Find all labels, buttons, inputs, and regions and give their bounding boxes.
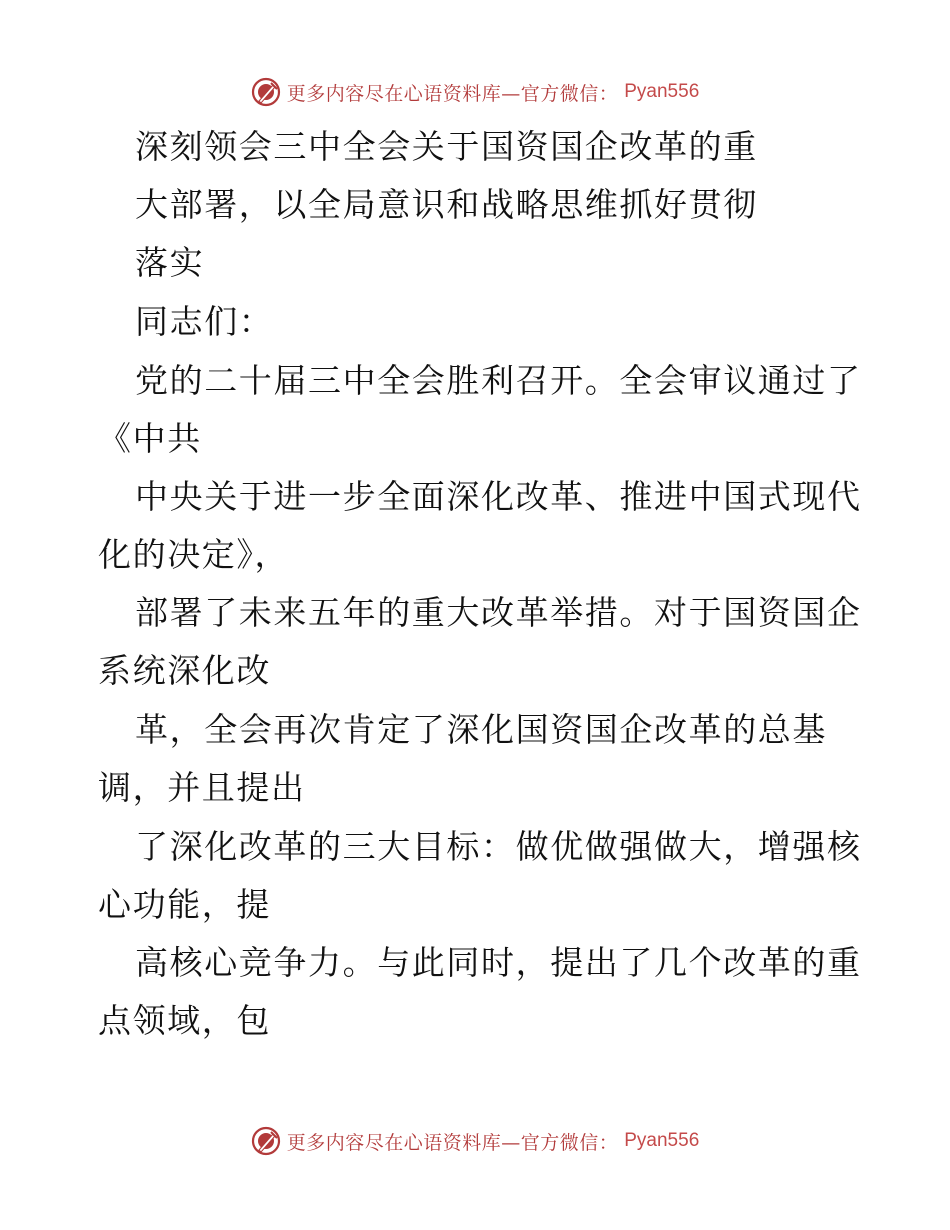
paragraph-line: 了深化改革的三大目标：做优做强做大，增强核: [135, 827, 862, 866]
paragraph-line: 部署了未来五年的重大改革举措。对于国资国企: [135, 593, 862, 632]
pen-logo-icon: [251, 77, 281, 107]
watermark-text: 更多内容尽在心语资料库—官方微信：: [286, 1131, 619, 1154]
watermark-account: Pyan556: [624, 1130, 700, 1151]
paragraph-line: 高核心竞争力。与此同时，提出了几个改革的重: [135, 943, 862, 982]
paragraph-line: 心功能，提: [98, 885, 271, 924]
paragraph-line: 革，全会再次肯定了深化国资国企改革的总基: [135, 710, 827, 749]
header-watermark: [0, 72, 950, 112]
footer-watermark: [0, 1121, 950, 1161]
pen-logo-icon: [251, 1126, 281, 1156]
title-line-1: 深刻领会三中全会关于国资国企改革的重: [135, 127, 758, 166]
title-line-3: 落实: [135, 243, 205, 282]
paragraph-line: 调，并且提出: [98, 768, 306, 807]
paragraph-line: 系统深化改: [98, 651, 271, 690]
paragraph-line: 化的决定》，: [98, 535, 290, 574]
paragraph-line: 中央关于进一步全面深化改革、推进中国式现代: [135, 477, 862, 516]
paragraph-line: 《中共: [98, 419, 202, 458]
salutation: 同志们：: [135, 302, 274, 341]
title-line-2: 大部署，以全局意识和战略思维抓好贯彻: [135, 185, 758, 224]
watermark-text: 更多内容尽在心语资料库—官方微信：: [286, 82, 619, 105]
paragraph-line: 点领域，包: [98, 1001, 271, 1040]
paragraph-line: 党的二十届三中全会胜利召开。全会审议通过了: [135, 361, 862, 400]
watermark-account: Pyan556: [624, 81, 700, 102]
